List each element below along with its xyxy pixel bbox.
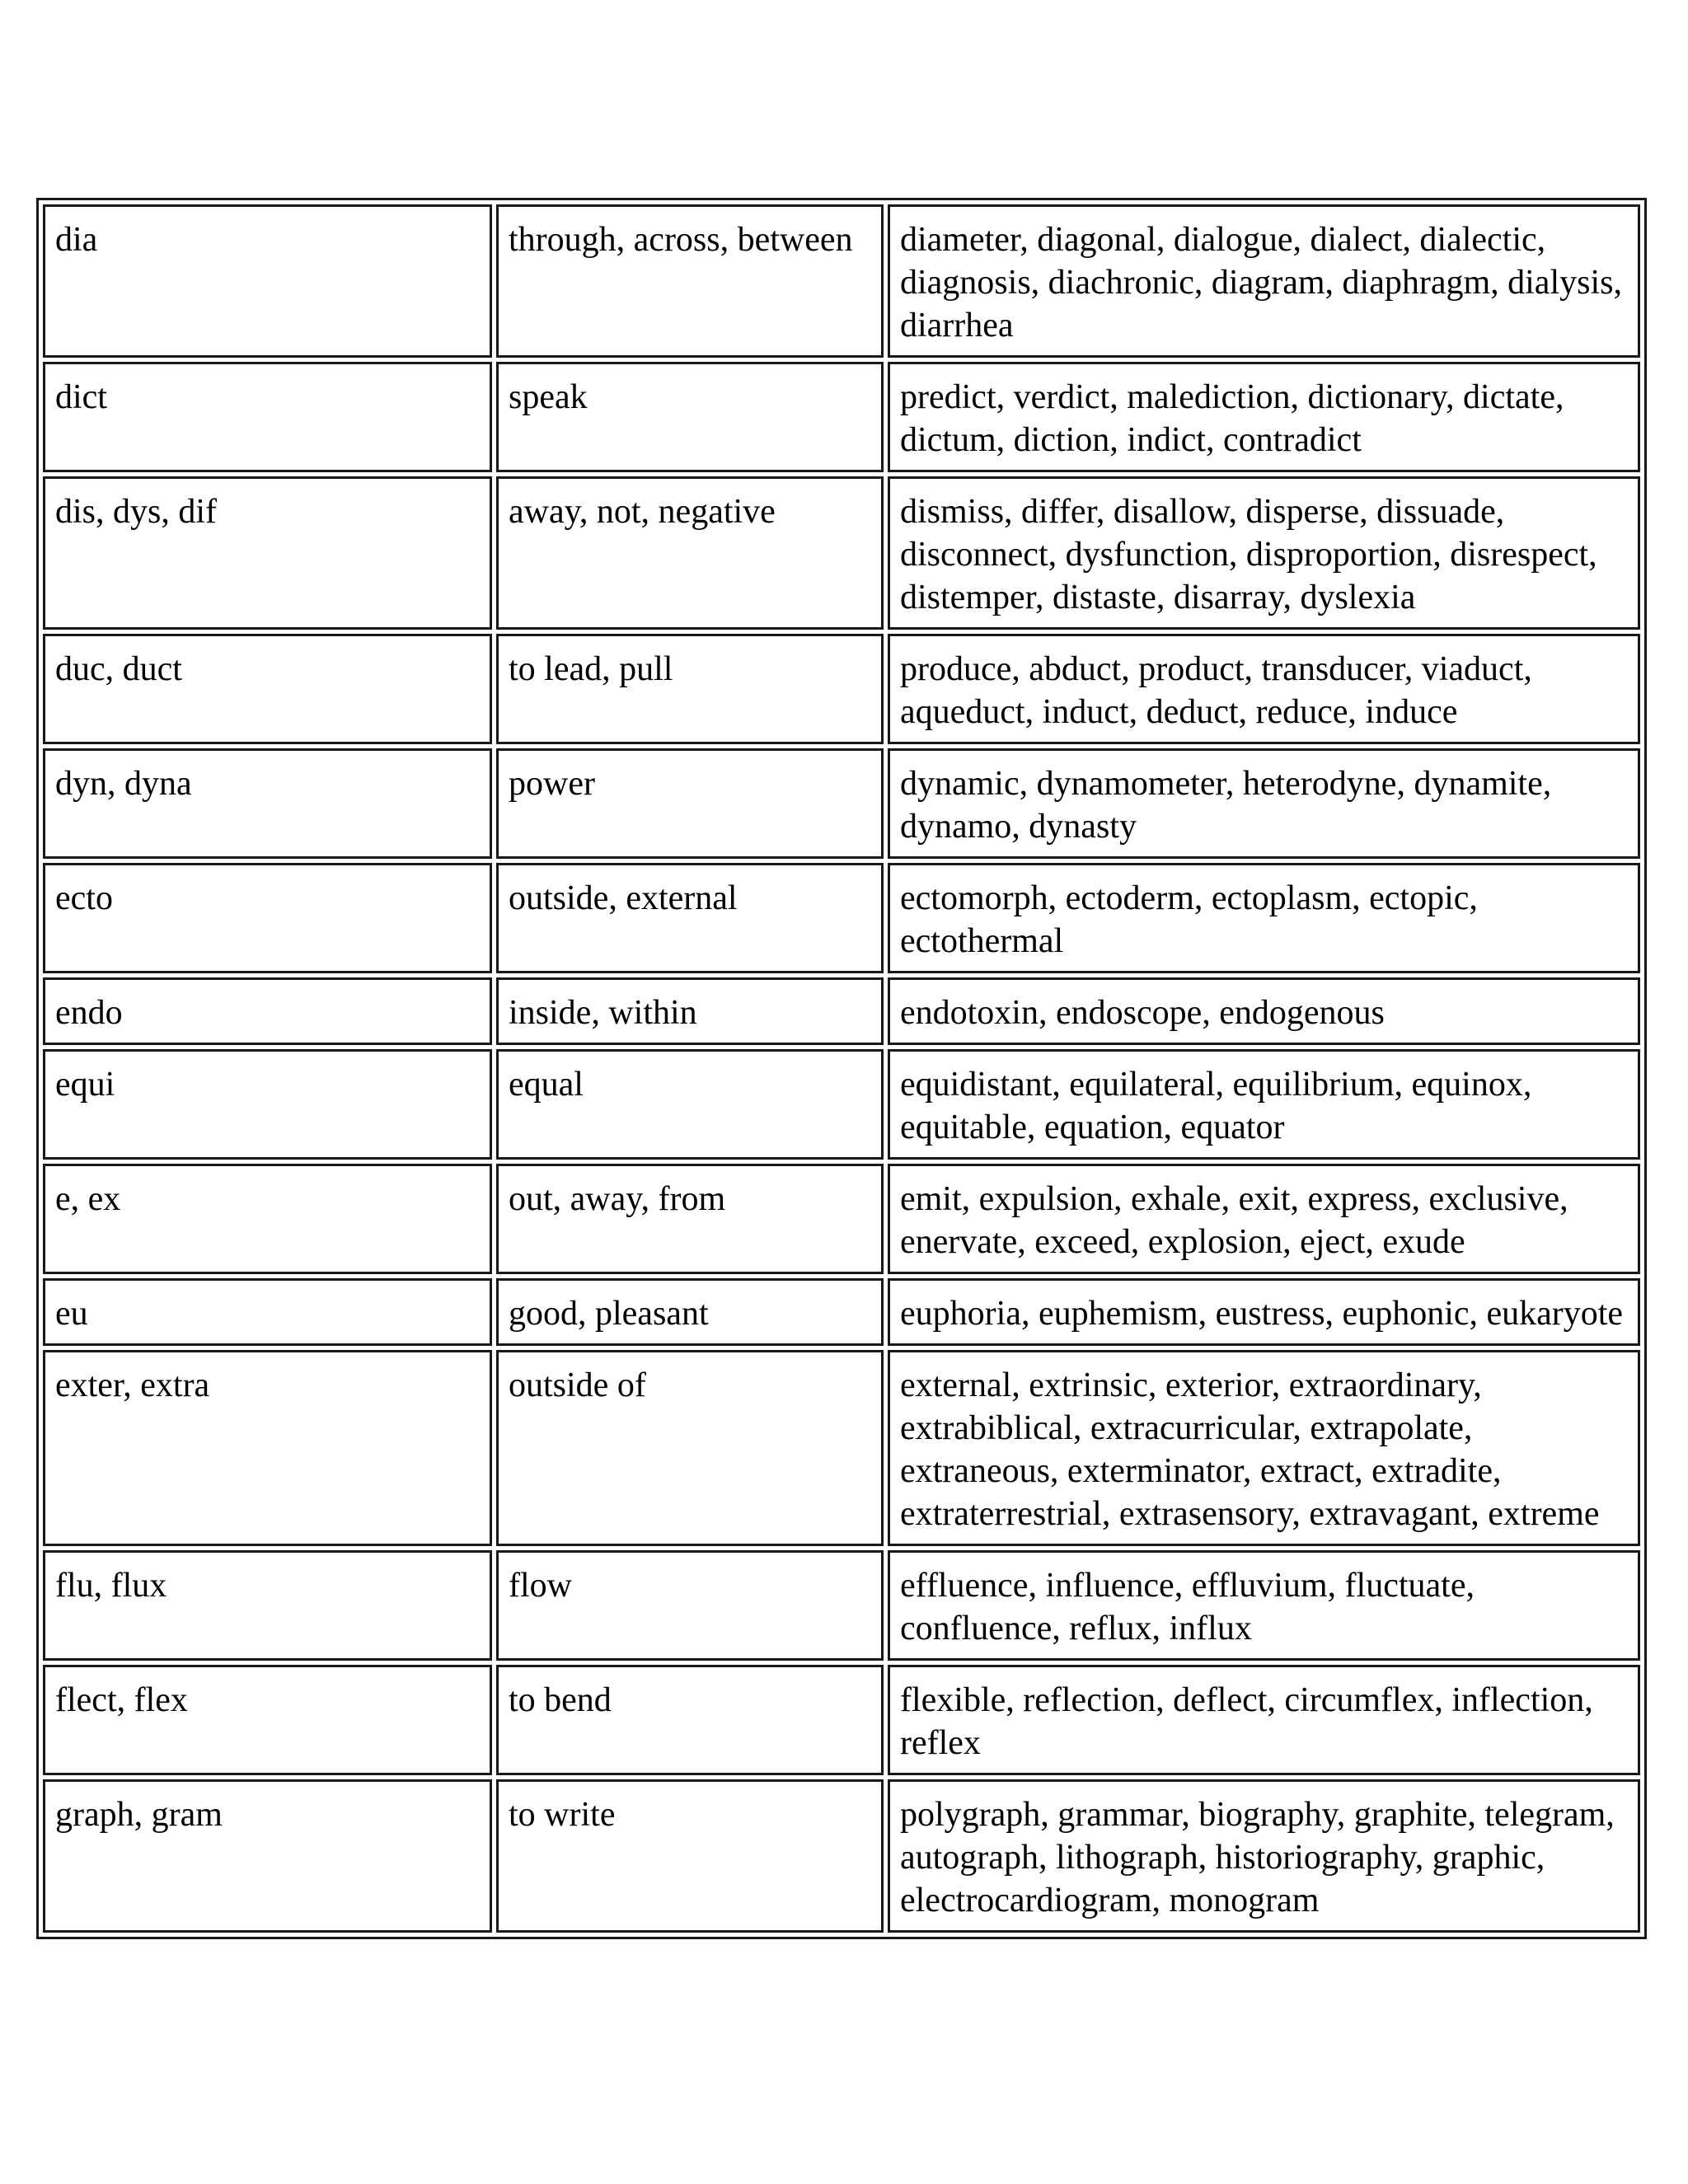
root-cell: endo bbox=[43, 977, 492, 1045]
meaning-cell: flow bbox=[496, 1550, 884, 1661]
root-cell: dyn, dyna bbox=[43, 748, 492, 859]
table-row bbox=[43, 863, 1640, 973]
examples-cell: diameter, diagonal, dialogue, dialect, dialectic, diagnosis, diachronic, diagram, diaphragm, dialysis, diarrhea bbox=[888, 204, 1640, 358]
meaning-cell: away, not, negative bbox=[496, 476, 884, 630]
root-cell: equi bbox=[43, 1049, 492, 1160]
root-cell: eu bbox=[43, 1278, 492, 1346]
meaning-cell: outside, external bbox=[496, 863, 884, 973]
examples-cell: external, extrinsic, exterior, extraordinary, extrabiblical, extracurricular, extrapolate, extraneous, exterminator, extract, extradite, extraterrestrial, extrasensory, extravagant, extreme bbox=[888, 1350, 1640, 1546]
table-body bbox=[43, 204, 1640, 1933]
examples-cell: euphoria, euphemism, eustress, euphonic, eukaryote bbox=[888, 1278, 1640, 1346]
meaning-cell: to lead, pull bbox=[496, 634, 884, 744]
examples-cell: emit, expulsion, exhale, exit, express, exclusive, enervate, exceed, explosion, eject, exude bbox=[888, 1164, 1640, 1274]
examples-cell: ectomorph, ectoderm, ectoplasm, ectopic, ectothermal bbox=[888, 863, 1640, 973]
root-cell: flu, flux bbox=[43, 1550, 492, 1661]
table-row bbox=[43, 1278, 1640, 1346]
meaning-cell: to bend bbox=[496, 1665, 884, 1775]
examples-cell: equidistant, equilateral, equilibrium, equinox, equitable, equation, equator bbox=[888, 1049, 1640, 1160]
root-cell: duc, duct bbox=[43, 634, 492, 744]
table-row bbox=[43, 1550, 1640, 1661]
table-row bbox=[43, 1164, 1640, 1274]
word-roots-table bbox=[36, 198, 1647, 1939]
meaning-cell: speak bbox=[496, 362, 884, 472]
meaning-cell: outside of bbox=[496, 1350, 884, 1546]
examples-cell: flexible, reflection, deflect, circumflex, inflection, reflex bbox=[888, 1665, 1640, 1775]
root-cell: dia bbox=[43, 204, 492, 358]
table-row bbox=[43, 1049, 1640, 1160]
root-cell: dis, dys, dif bbox=[43, 476, 492, 630]
meaning-cell: out, away, from bbox=[496, 1164, 884, 1274]
meaning-cell: equal bbox=[496, 1049, 884, 1160]
examples-cell: effluence, influence, effluvium, fluctuate, confluence, reflux, influx bbox=[888, 1550, 1640, 1661]
table-row bbox=[43, 977, 1640, 1045]
meaning-cell: to write bbox=[496, 1779, 884, 1933]
root-cell: e, ex bbox=[43, 1164, 492, 1274]
table-row bbox=[43, 1665, 1640, 1775]
table-row bbox=[43, 1350, 1640, 1546]
examples-cell: polygraph, grammar, biography, graphite, telegram, autograph, lithograph, historiography, graphic, electrocardiogram, monogram bbox=[888, 1779, 1640, 1933]
meaning-cell: through, across, between bbox=[496, 204, 884, 358]
examples-cell: produce, abduct, product, transducer, viaduct, aqueduct, induct, deduct, reduce, induce bbox=[888, 634, 1640, 744]
examples-cell: predict, verdict, malediction, dictionary, dictate, dictum, diction, indict, contradict bbox=[888, 362, 1640, 472]
examples-cell: dismiss, differ, disallow, disperse, dissuade, disconnect, dysfunction, disproportion, disrespect, distemper, distaste, disarray, dyslexia bbox=[888, 476, 1640, 630]
table-row bbox=[43, 1779, 1640, 1933]
table-row bbox=[43, 362, 1640, 472]
meaning-cell: inside, within bbox=[496, 977, 884, 1045]
root-cell: ecto bbox=[43, 863, 492, 973]
table-row bbox=[43, 634, 1640, 744]
meaning-cell: good, pleasant bbox=[496, 1278, 884, 1346]
meaning-cell: power bbox=[496, 748, 884, 859]
root-cell: dict bbox=[43, 362, 492, 472]
table-row bbox=[43, 476, 1640, 630]
examples-cell: endotoxin, endoscope, endogenous bbox=[888, 977, 1640, 1045]
root-cell: graph, gram bbox=[43, 1779, 492, 1933]
root-cell: exter, extra bbox=[43, 1350, 492, 1546]
examples-cell: dynamic, dynamometer, heterodyne, dynamite, dynamo, dynasty bbox=[888, 748, 1640, 859]
root-cell: flect, flex bbox=[43, 1665, 492, 1775]
table-row bbox=[43, 204, 1640, 358]
table-row bbox=[43, 748, 1640, 859]
